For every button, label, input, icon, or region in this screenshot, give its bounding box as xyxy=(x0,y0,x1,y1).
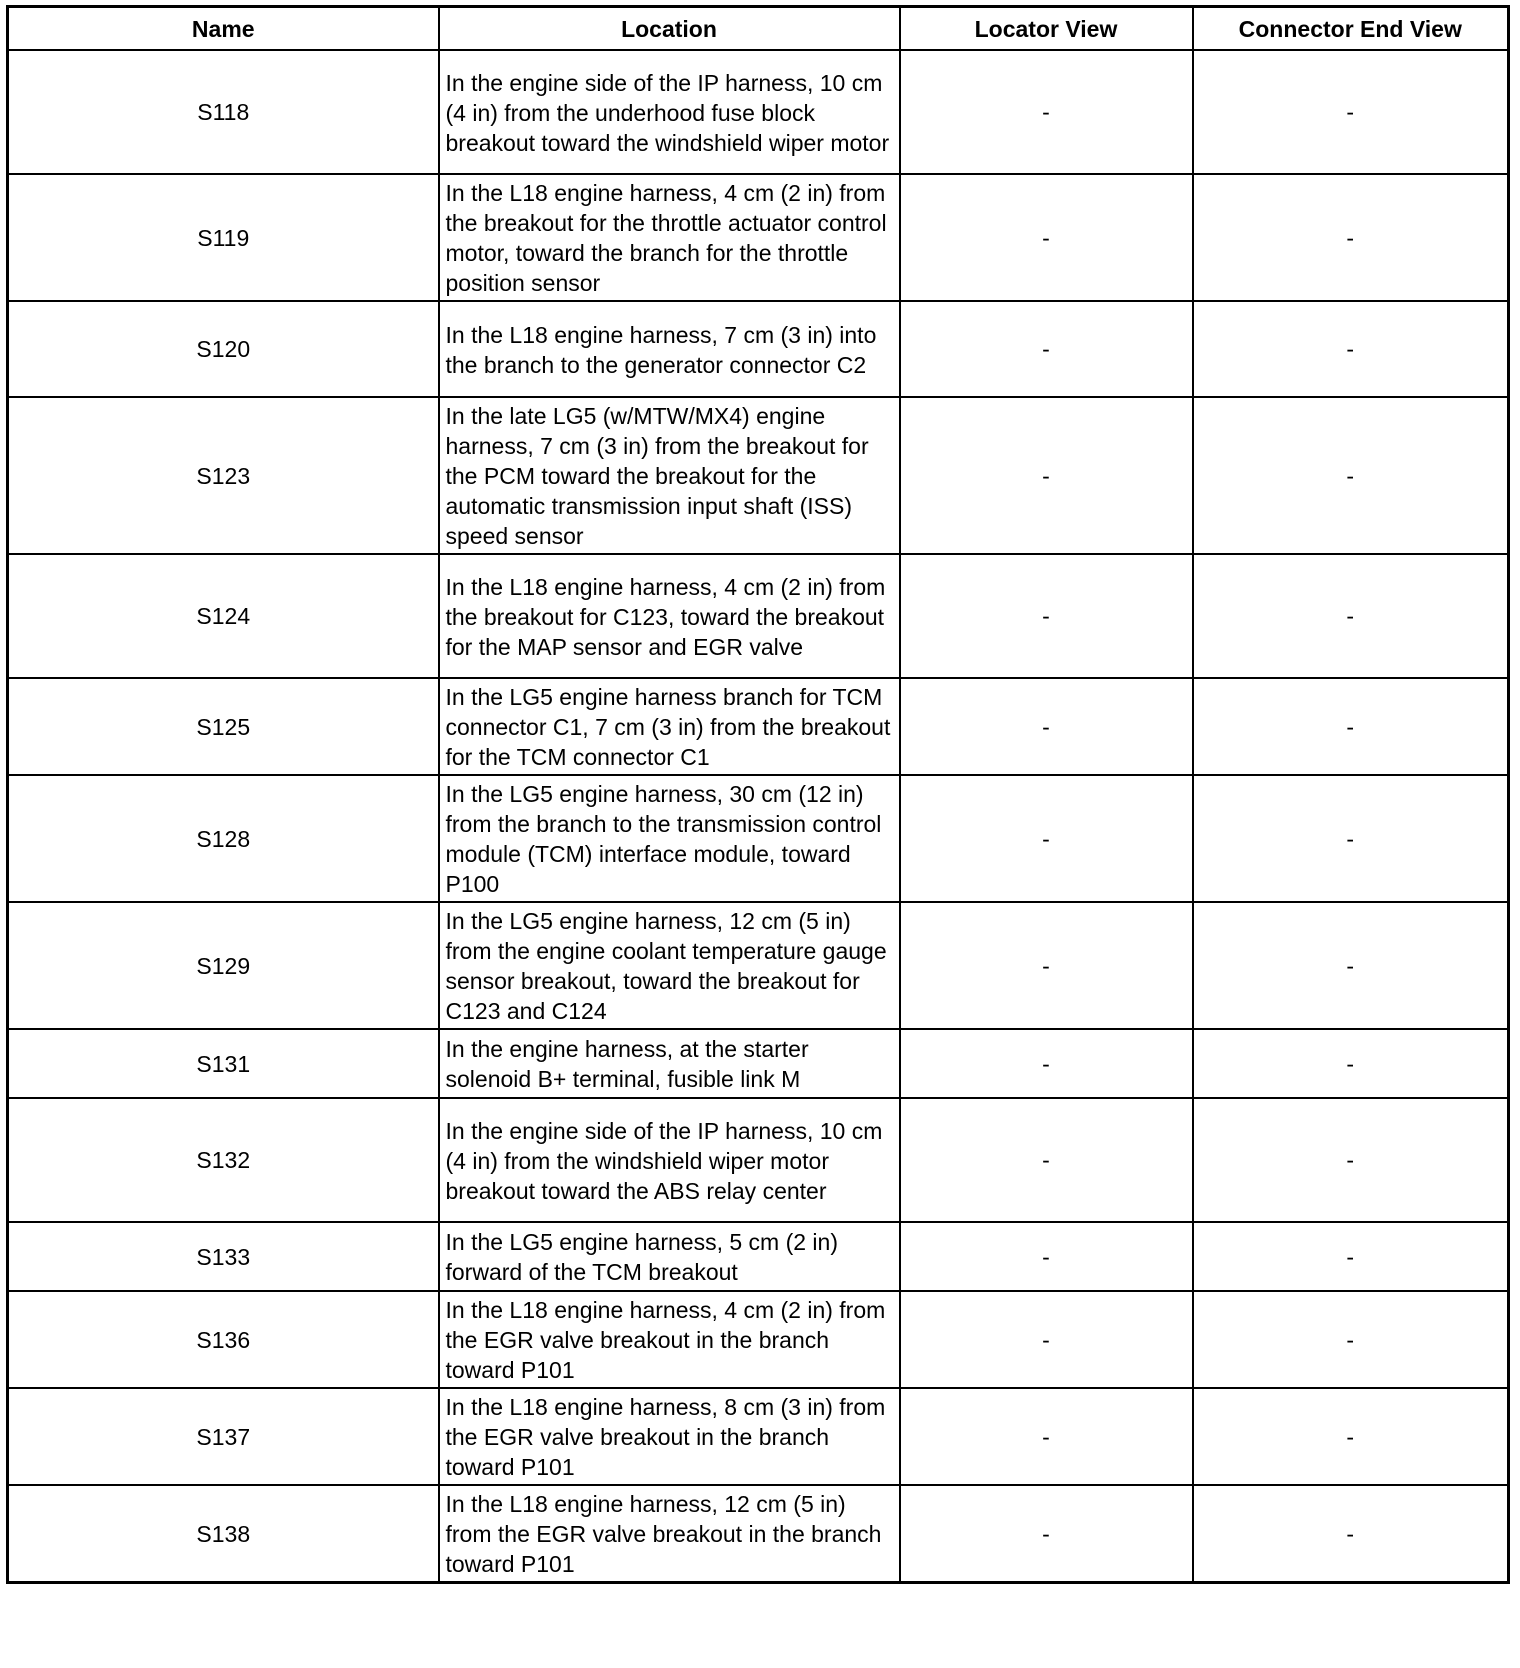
header-location: Location xyxy=(439,7,900,51)
cell-location: In the engine side of the IP harness, 10 cm (4 in) from the windshield wiper motor breakout toward the ABS relay center xyxy=(439,1098,900,1222)
cell-location: In the L18 engine harness, 4 cm (2 in) from the EGR valve breakout in the branch toward P101 xyxy=(439,1291,900,1388)
cell-location: In the LG5 engine harness, 5 cm (2 in) forward of the TCM breakout xyxy=(439,1222,900,1291)
cell-locator-view: - xyxy=(900,1222,1193,1291)
cell-name: S136 xyxy=(8,1291,439,1388)
cell-locator-view: - xyxy=(900,1098,1193,1222)
cell-locator-view: - xyxy=(900,174,1193,301)
header-name: Name xyxy=(8,7,439,51)
cell-location: In the late LG5 (w/MTW/MX4) engine harness, 7 cm (3 in) from the breakout for the PCM toward the breakout for the automatic transmission input shaft (ISS) speed sensor xyxy=(439,397,900,554)
table-row xyxy=(8,1222,1509,1291)
table-row xyxy=(8,678,1509,775)
cell-location: In the engine harness, at the starter solenoid B+ terminal, fusible link M xyxy=(439,1029,900,1098)
cell-location: In the L18 engine harness, 12 cm (5 in) from the EGR valve breakout in the branch toward P101 xyxy=(439,1485,900,1583)
header-connector-end-view: Connector End View xyxy=(1193,7,1509,51)
cell-name: S123 xyxy=(8,397,439,554)
cell-locator-view: - xyxy=(900,50,1193,174)
cell-locator-view: - xyxy=(900,397,1193,554)
table-row xyxy=(8,50,1509,174)
cell-name: S129 xyxy=(8,902,439,1029)
cell-name: S125 xyxy=(8,678,439,775)
cell-connector-end-view: - xyxy=(1193,397,1509,554)
table-row xyxy=(8,554,1509,678)
cell-locator-view: - xyxy=(900,1485,1193,1583)
cell-locator-view: - xyxy=(900,902,1193,1029)
cell-connector-end-view: - xyxy=(1193,1485,1509,1583)
table-row xyxy=(8,1485,1509,1583)
cell-connector-end-view: - xyxy=(1193,1029,1509,1098)
cell-locator-view: - xyxy=(900,1388,1193,1485)
cell-connector-end-view: - xyxy=(1193,1098,1509,1222)
cell-name: S119 xyxy=(8,174,439,301)
cell-name: S133 xyxy=(8,1222,439,1291)
cell-name: S131 xyxy=(8,1029,439,1098)
header-locator-view: Locator View xyxy=(900,7,1193,51)
splice-location-table xyxy=(6,5,1510,1584)
cell-location: In the L18 engine harness, 4 cm (2 in) from the breakout for the throttle actuator control motor, toward the branch for the throttle position sensor xyxy=(439,174,900,301)
cell-location: In the LG5 engine harness branch for TCM connector C1, 7 cm (3 in) from the breakout for the TCM connector C1 xyxy=(439,678,900,775)
cell-connector-end-view: - xyxy=(1193,174,1509,301)
cell-locator-view: - xyxy=(900,1291,1193,1388)
table-row xyxy=(8,775,1509,902)
cell-locator-view: - xyxy=(900,554,1193,678)
cell-name: S118 xyxy=(8,50,439,174)
cell-connector-end-view: - xyxy=(1193,1291,1509,1388)
table-row xyxy=(8,1388,1509,1485)
cell-connector-end-view: - xyxy=(1193,50,1509,174)
table-row xyxy=(8,1029,1509,1098)
cell-name: S120 xyxy=(8,301,439,397)
cell-connector-end-view: - xyxy=(1193,301,1509,397)
cell-name: S132 xyxy=(8,1098,439,1222)
cell-location: In the L18 engine harness, 7 cm (3 in) into the branch to the generator connector C2 xyxy=(439,301,900,397)
table-row xyxy=(8,301,1509,397)
cell-location: In the LG5 engine harness, 12 cm (5 in) from the engine coolant temperature gauge sensor breakout, toward the breakout for C123 and C124 xyxy=(439,902,900,1029)
cell-location: In the engine side of the IP harness, 10 cm (4 in) from the underhood fuse block breakout toward the windshield wiper motor xyxy=(439,50,900,174)
cell-locator-view: - xyxy=(900,1029,1193,1098)
cell-name: S138 xyxy=(8,1485,439,1583)
cell-name: S137 xyxy=(8,1388,439,1485)
cell-name: S124 xyxy=(8,554,439,678)
cell-location: In the L18 engine harness, 4 cm (2 in) from the breakout for C123, toward the breakout for the MAP sensor and EGR valve xyxy=(439,554,900,678)
cell-name: S128 xyxy=(8,775,439,902)
table-header-row xyxy=(8,7,1509,51)
table-row xyxy=(8,397,1509,554)
table-row xyxy=(8,1291,1509,1388)
cell-location: In the L18 engine harness, 8 cm (3 in) from the EGR valve breakout in the branch toward P101 xyxy=(439,1388,900,1485)
cell-connector-end-view: - xyxy=(1193,1388,1509,1485)
table-row xyxy=(8,1098,1509,1222)
cell-locator-view: - xyxy=(900,301,1193,397)
table-row xyxy=(8,174,1509,301)
cell-connector-end-view: - xyxy=(1193,775,1509,902)
cell-locator-view: - xyxy=(900,678,1193,775)
cell-location: In the LG5 engine harness, 30 cm (12 in) from the branch to the transmission control module (TCM) interface module, toward P100 xyxy=(439,775,900,902)
cell-connector-end-view: - xyxy=(1193,902,1509,1029)
cell-locator-view: - xyxy=(900,775,1193,902)
cell-connector-end-view: - xyxy=(1193,554,1509,678)
cell-connector-end-view: - xyxy=(1193,1222,1509,1291)
cell-connector-end-view: - xyxy=(1193,678,1509,775)
table-row xyxy=(8,902,1509,1029)
